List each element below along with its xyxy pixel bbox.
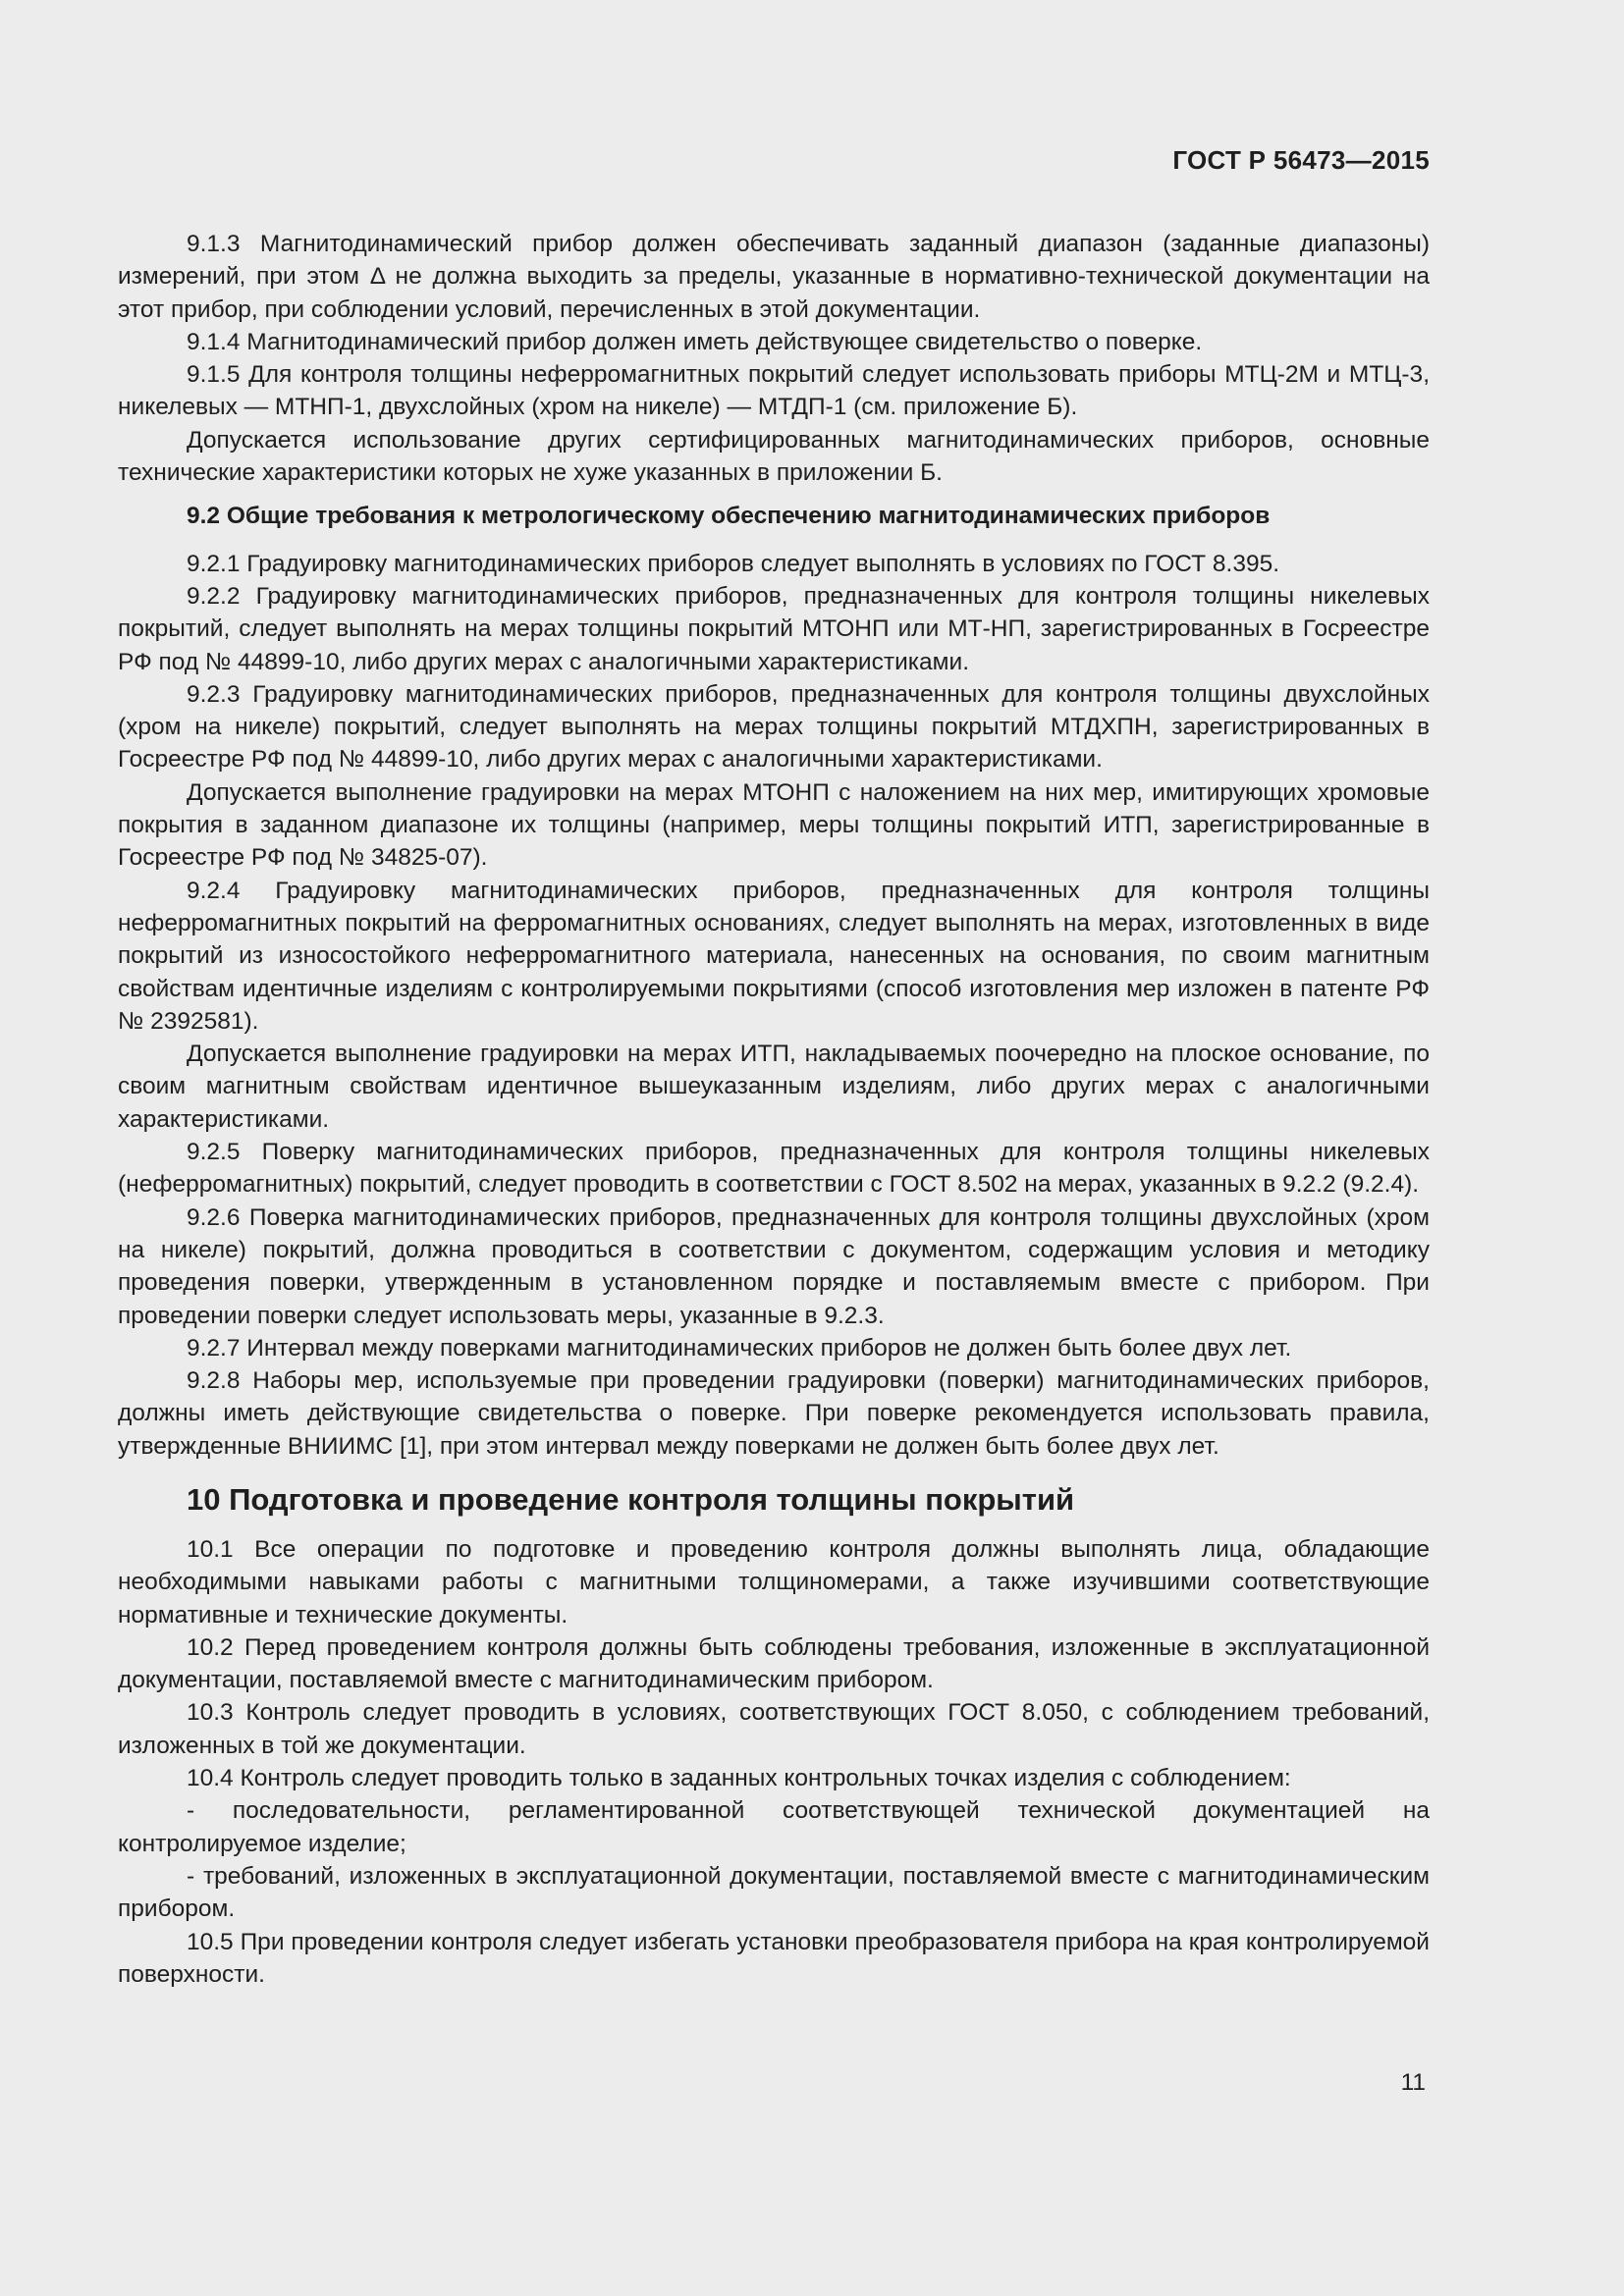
paragraph-9-1-4: 9.1.4 Магнитодинамический прибор должен иметь действующее свидетельство о поверке. <box>187 328 1203 355</box>
paragraph-9-2-1: 9.2.1 Градуировку магнитодинамических приборов следует выполнять в условиях по ГОСТ 8.395. <box>187 550 1280 577</box>
paragraph-9-2-8: 9.2.8 Наборы мер, используемые при проведении градуировки (поверки) магнитодинамических приборов, должны иметь действующие свидетельства о поверке. При поверке рекомендуется использовать правила, утвержденные ВНИИМС [1], при этом интервал между поверками не должен быть более двух лет. <box>118 1367 1430 1460</box>
section-heading-9-2: 9.2 Общие требования к метрологическому обеспечению магнитодинамических приборов <box>187 503 1271 530</box>
paragraph-9-1-3: 9.1.3 Магнитодинамический прибор должен обеспечивать заданный диапазон (заданные диапазоны) измерений, при этом Δ не должна выходить за пределы, указанные в нормативно-технической документации на этот прибор, при соблюдении условий, перечисленных в этой документации. <box>118 231 1430 323</box>
list-item-requirements: - требований, изложенных в эксплуатационной документации, поставляемой вместе с магнитодинамическим прибором. <box>118 1862 1430 1923</box>
paragraph-10-1: 10.1 Все операции по подготовке и проведению контроля должны выполнять лица, обладающие необходимыми навыками работы с магнитными толщиномерами, а также изучившими соответствующие нормативные и технические документы. <box>118 1535 1430 1629</box>
paragraph-9-1-5: 9.1.5 Для контроля толщины неферромагнитных покрытий следует использовать приборы МТЦ-2М и МТЦ-3, никелевых — МТНП-1, двухслойных (хром на никеле) — МТДП-1 (см. приложение Б). <box>118 361 1430 421</box>
section-heading-10: 10 Подготовка и проведение контроля толщины покрытий <box>187 1481 1075 1517</box>
paragraph-9-2-3-note: Допускается выполнение градуировки на мерах МТОНП с наложением на них мер, имитирующих хромовые покрытия в заданном диапазоне их толщины (например, меры толщины покрытий ИТП, зарегистрированные в Госреестре РФ под № 34825-07). <box>118 778 1430 872</box>
page-number: 11 <box>1400 2069 1426 2096</box>
paragraph-9-1-5-note: Допускается использование других сертифицированных магнитодинамических приборов, основные технические характеристики которых не хуже указанных в приложении Б. <box>118 426 1430 487</box>
paragraph-9-2-4-note: Допускается выполнение градуировки на мерах ИТП, накладываемых поочередно на плоское основание, по своим магнитным свойствам идентичное вышеуказанным изделиям, либо других мерах с аналогичными характеристиками. <box>118 1041 1430 1133</box>
paragraph-10-4: 10.4 Контроль следует проводить только в заданных контрольных точках изделия с соблюдением: <box>187 1765 1291 1792</box>
paragraph-10-3: 10.3 Контроль следует проводить в условиях, соответствующих ГОСТ 8.050, с соблюдением требований, изложенных в той же документации. <box>118 1699 1430 1759</box>
paragraph-9-2-4: 9.2.4 Градуировку магнитодинамических приборов, предназначенных для контроля толщины неферромагнитных покрытий на ферромагнитных основаниях, следует выполнять на мерах, изготовленных в виде покрытий из износостойкого неферромагнитного материала, нанесенных на основания, по своим магнитным свойствам идентичные изделиям с контролируемыми покрытиями (способ изготовления мер изложен в патенте РФ № 2392581). <box>118 877 1430 1035</box>
paragraph-9-2-7: 9.2.7 Интервал между поверками магнитодинамических приборов не должен быть более двух лет. <box>187 1334 1292 1362</box>
list-item-sequence: - последовательности, регламентированной соответствующей технической документацией на контролируемое изделие; <box>118 1797 1430 1857</box>
document-body <box>118 228 1430 1991</box>
paragraph-10-5: 10.5 При проведении контроля следует избегать установки преобразователя прибора на края контролируемой поверхности. <box>118 1928 1430 1988</box>
paragraph-9-2-6: 9.2.6 Поверка магнитодинамических приборов, предназначенных для контроля толщины двухслойных (хром на никеле) покрытий, должна проводиться в соответствии с документом, содержащим условия и методику проведения поверки, утвержденным в установленном порядке и поставляемым вместе с прибором. При проведении поверки следует использовать меры, указанные в 9.2.3. <box>118 1203 1430 1329</box>
paragraph-9-2-3: 9.2.3 Градуировку магнитодинамических приборов, предназначенных для контроля толщины двухслойных (хром на никеле) покрытий, следует выполнять на мерах толщины покрытий МТДХПН, зарегистрированных в Госреестре РФ под № 44899-10, либо других мерах с аналогичными характеристиками. <box>118 680 1430 774</box>
document-code: ГОСТ Р 56473—2015 <box>1172 145 1430 175</box>
paragraph-9-2-2: 9.2.2 Градуировку магнитодинамических приборов, предназначенных для контроля толщины никелевых покрытий, следует выполнять на мерах толщины покрытий МТОНП или МТ-НП, зарегистрированных в Госреестре РФ под № 44899-10, либо других мерах с аналогичными характеристиками. <box>118 582 1430 675</box>
paragraph-9-2-5: 9.2.5 Поверку магнитодинамических приборов, предназначенных для контроля толщины никелевых (неферромагнитных) покрытий, следует проводить в соответствии с ГОСТ 8.502 на мерах, указанных в 9.2.2 (9.2.4). <box>118 1139 1430 1199</box>
paragraph-10-2: 10.2 Перед проведением контроля должны быть соблюдены требования, изложенные в эксплуатационной документации, поставляемой вместе с магнитодинамическим прибором. <box>118 1633 1430 1694</box>
